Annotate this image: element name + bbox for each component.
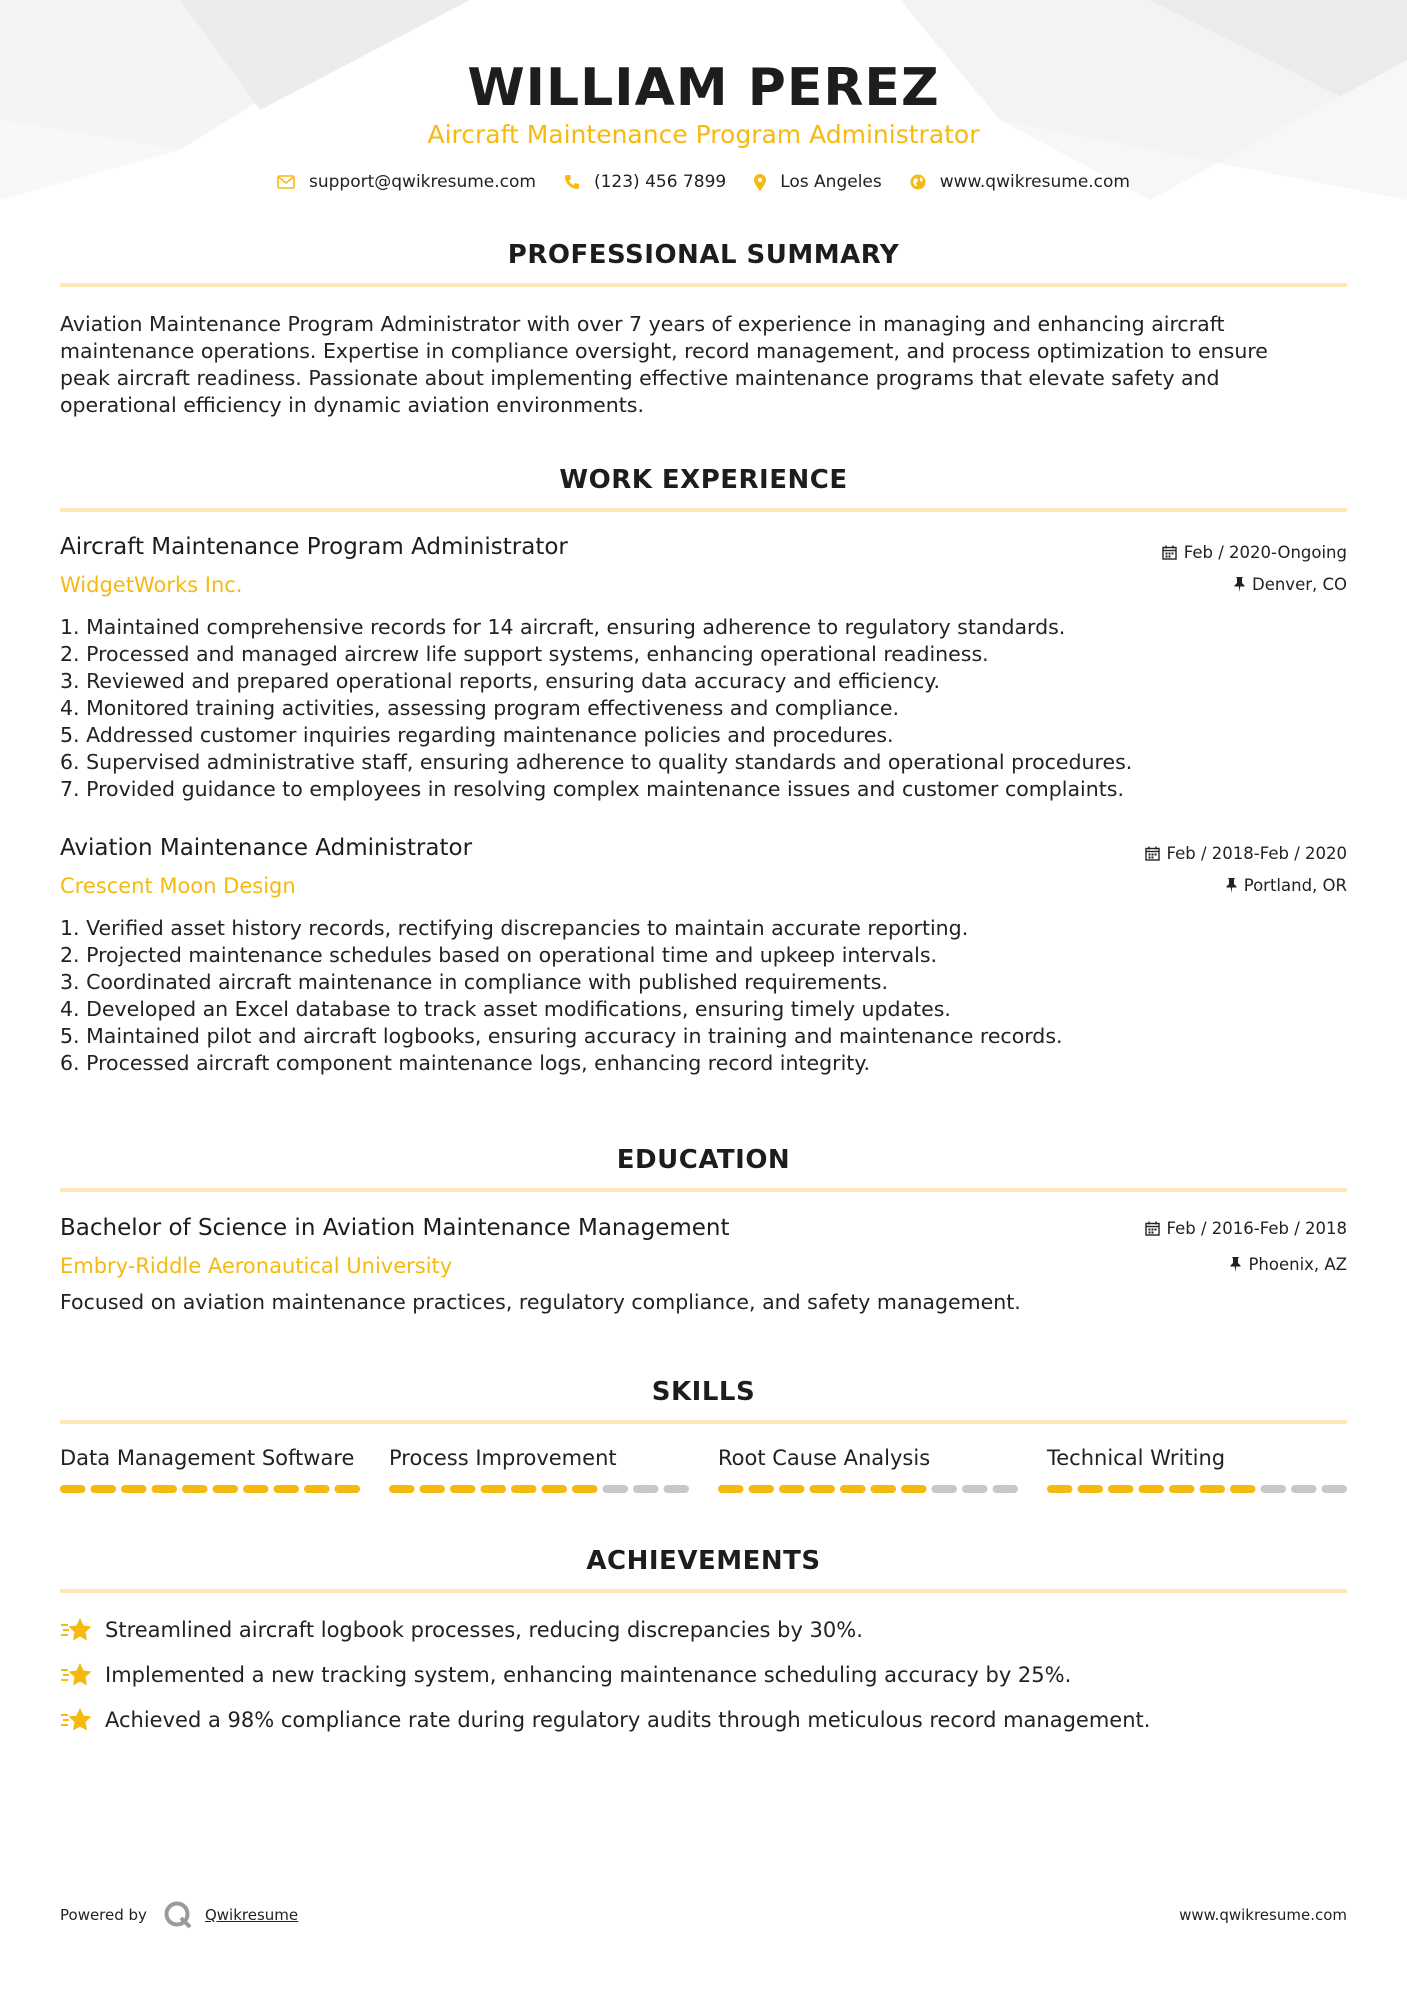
school-name: Embry-Riddle Aeronautical University	[60, 1254, 453, 1278]
skill-segment-filled	[420, 1485, 446, 1493]
qwikresume-link[interactable]: Qwikresume	[204, 1906, 299, 1924]
contact-website[interactable]	[910, 172, 1130, 192]
job-location-text: Denver, CO	[1251, 575, 1347, 594]
email-text: support@qwikresume.com	[309, 172, 536, 192]
skill-segment-filled	[718, 1485, 744, 1493]
skill-segment-filled	[572, 1485, 598, 1493]
candidate-name: WILLIAM PEREZ	[467, 58, 940, 118]
list-item: 3. Coordinated aircraft maintenance in compliance with published requirements.	[60, 970, 888, 994]
job-dates	[1162, 543, 1347, 562]
skill-segment-filled	[481, 1485, 507, 1493]
phone-icon	[564, 174, 580, 190]
education-location	[1230, 1255, 1347, 1274]
education-dates-text: Feb / 2016-Feb / 2018	[1166, 1219, 1347, 1238]
skills-divider	[60, 1420, 1347, 1424]
skill-segment-empty	[1322, 1485, 1348, 1493]
job-company: Crescent Moon Design	[60, 874, 296, 898]
skill-segment-filled	[1169, 1485, 1195, 1493]
skill-segment-filled	[213, 1485, 239, 1493]
achievements-divider	[60, 1589, 1347, 1593]
skill-segment-filled	[91, 1485, 117, 1493]
summary-text	[60, 311, 1347, 419]
summary-line: Aviation Maintenance Program Administrator with over 7 years of experience in managing and enhancing aircraft	[60, 312, 1225, 336]
skill-name: Root Cause Analysis	[718, 1446, 931, 1470]
degree-title: Bachelor of Science in Aviation Maintenance Management	[60, 1215, 730, 1241]
skill-segment-filled	[389, 1485, 415, 1493]
skill-segment-filled	[901, 1485, 927, 1493]
list-item: 4. Developed an Excel database to track asset modifications, ensuring timely updates.	[60, 997, 951, 1021]
job-dates	[1145, 844, 1347, 863]
skill-segment-filled	[60, 1485, 86, 1493]
star-icon	[60, 1707, 93, 1733]
skill-segment-filled	[542, 1485, 568, 1493]
star-icon	[60, 1617, 93, 1643]
skill-segment-filled	[1139, 1485, 1165, 1493]
job-responsibilities	[60, 915, 1347, 1077]
skill-segment-filled	[1047, 1485, 1073, 1493]
skill-segment-filled	[871, 1485, 897, 1493]
skill-name: Process Improvement	[389, 1446, 617, 1470]
experience-divider	[60, 508, 1347, 512]
education-divider	[60, 1188, 1347, 1192]
contact-bar	[0, 172, 1407, 192]
education-location-text: Phoenix, AZ	[1248, 1255, 1347, 1274]
skill-segment-empty	[1261, 1485, 1287, 1493]
experience-heading: WORK EXPERIENCE	[559, 465, 848, 495]
achievements-heading: ACHIEVEMENTS	[586, 1546, 821, 1576]
skill-segment-filled	[335, 1485, 361, 1493]
skill-segment-filled	[274, 1485, 300, 1493]
list-item: 6. Processed aircraft component maintenance logs, enhancing record integrity.	[60, 1051, 871, 1075]
skill-level-bar	[1047, 1484, 1347, 1494]
skill-segment-empty	[993, 1485, 1019, 1493]
summary-line: maintenance operations. Expertise in compliance oversight, record management, and process optimization to ensure	[60, 339, 1268, 363]
job-location	[1226, 876, 1347, 895]
contact-location	[754, 172, 882, 192]
location-text: Los Angeles	[780, 172, 882, 192]
skills-heading: SKILLS	[651, 1377, 756, 1407]
phone-text: (123) 456 7899	[593, 172, 727, 192]
achievement-item	[60, 1617, 863, 1643]
education-description: Focused on aviation maintenance practices, regulatory compliance, and safety management.	[60, 1290, 1021, 1314]
achievement-item	[60, 1707, 1150, 1733]
job-company: WidgetWorks Inc.	[60, 573, 243, 597]
skill-segment-filled	[511, 1485, 537, 1493]
job-location	[1234, 575, 1347, 594]
achievement-text: Streamlined aircraft logbook processes, reducing discrepancies by 30%.	[105, 1618, 863, 1642]
skill-segment-filled	[243, 1485, 269, 1493]
footer-powered-by	[60, 1900, 298, 1930]
star-icon	[60, 1662, 93, 1688]
list-item: 6. Supervised administrative staff, ensuring adherence to quality standards and operational procedures.	[60, 750, 1133, 774]
skill-segment-empty	[962, 1485, 988, 1493]
skill-segment-empty	[633, 1485, 659, 1493]
job-title: Aircraft Maintenance Program Administrator	[60, 534, 568, 560]
list-item: 2. Processed and managed aircrew life support systems, enhancing operational readiness.	[60, 642, 989, 666]
education-dates	[1145, 1219, 1347, 1238]
powered-by-text: Powered by	[60, 1906, 147, 1924]
achievement-text: Implemented a new tracking system, enhancing maintenance scheduling accuracy by 25%.	[105, 1663, 1072, 1687]
qwikresume-logo-icon	[163, 1900, 193, 1930]
skill-item	[718, 1446, 1018, 1470]
skill-item	[1047, 1446, 1347, 1470]
map-pin-icon	[754, 174, 766, 191]
calendar-icon	[1145, 1221, 1160, 1236]
candidate-role: Aircraft Maintenance Program Administrator	[427, 120, 980, 149]
job-dates-text: Feb / 2020-Ongoing	[1183, 543, 1347, 562]
skill-segment-empty	[603, 1485, 629, 1493]
calendar-icon	[1162, 545, 1177, 560]
skill-segment-filled	[182, 1485, 208, 1493]
summary-line: peak aircraft readiness. Passionate about implementing effective maintenance programs that elevate safety and	[60, 366, 1220, 390]
skill-segment-empty	[1291, 1485, 1317, 1493]
contact-phone[interactable]	[564, 172, 726, 192]
pushpin-icon	[1226, 878, 1237, 893]
skill-segment-empty	[932, 1485, 958, 1493]
globe-icon	[910, 174, 926, 190]
skill-segment-filled	[810, 1485, 836, 1493]
job-location-text: Portland, OR	[1243, 876, 1347, 895]
summary-heading: PROFESSIONAL SUMMARY	[507, 240, 900, 270]
skill-segment-filled	[1230, 1485, 1256, 1493]
summary-divider	[60, 283, 1347, 287]
skill-item	[389, 1446, 689, 1470]
skill-segment-filled	[840, 1485, 866, 1493]
list-item: 7. Provided guidance to employees in resolving complex maintenance issues and customer complaints.	[60, 777, 1124, 801]
achievement-item	[60, 1662, 1071, 1688]
skill-level-bar	[60, 1484, 360, 1494]
education-heading: EDUCATION	[616, 1145, 791, 1175]
job-responsibilities	[60, 614, 1347, 803]
list-item: 2. Projected maintenance schedules based on operational time and upkeep intervals.	[60, 943, 938, 967]
list-item: 3. Reviewed and prepared operational reports, ensuring data accuracy and efficiency.	[60, 669, 940, 693]
skill-segment-filled	[304, 1485, 330, 1493]
skill-segment-filled	[1200, 1485, 1226, 1493]
skill-segment-filled	[121, 1485, 147, 1493]
list-item: 5. Maintained pilot and aircraft logbooks, ensuring accuracy in training and maintenance records.	[60, 1024, 1063, 1048]
skill-level-bar	[718, 1484, 1018, 1494]
achievement-text: Achieved a 98% compliance rate during regulatory audits through meticulous record management.	[105, 1708, 1151, 1732]
pushpin-icon	[1230, 1257, 1241, 1272]
skill-segment-filled	[152, 1485, 178, 1493]
list-item: 5. Addressed customer inquiries regarding maintenance policies and procedures.	[60, 723, 894, 747]
skill-segment-filled	[749, 1485, 775, 1493]
job-title: Aviation Maintenance Administrator	[60, 835, 473, 861]
list-item: 4. Monitored training activities, assessing program effectiveness and compliance.	[60, 696, 900, 720]
job-dates-text: Feb / 2018-Feb / 2020	[1166, 844, 1347, 863]
skill-name: Data Management Software	[60, 1446, 355, 1470]
skill-segment-empty	[664, 1485, 690, 1493]
envelope-icon	[277, 175, 295, 189]
skill-segment-filled	[779, 1485, 805, 1493]
skill-level-bar	[389, 1484, 689, 1494]
footer-website[interactable]: www.qwikresume.com	[1179, 1906, 1347, 1924]
skill-name: Technical Writing	[1047, 1446, 1226, 1470]
pushpin-icon	[1234, 577, 1245, 592]
website-text: www.qwikresume.com	[939, 172, 1130, 192]
skill-segment-filled	[1108, 1485, 1134, 1493]
summary-line: operational efficiency in dynamic aviation environments.	[60, 393, 644, 417]
list-item: 1. Maintained comprehensive records for 14 aircraft, ensuring adherence to regulatory standards.	[60, 615, 1066, 639]
list-item: 1. Verified asset history records, rectifying discrepancies to maintain accurate reporting.	[60, 916, 969, 940]
calendar-icon	[1145, 846, 1160, 861]
skill-segment-filled	[450, 1485, 476, 1493]
contact-email[interactable]	[277, 172, 536, 192]
skill-item	[60, 1446, 360, 1470]
skill-segment-filled	[1078, 1485, 1104, 1493]
